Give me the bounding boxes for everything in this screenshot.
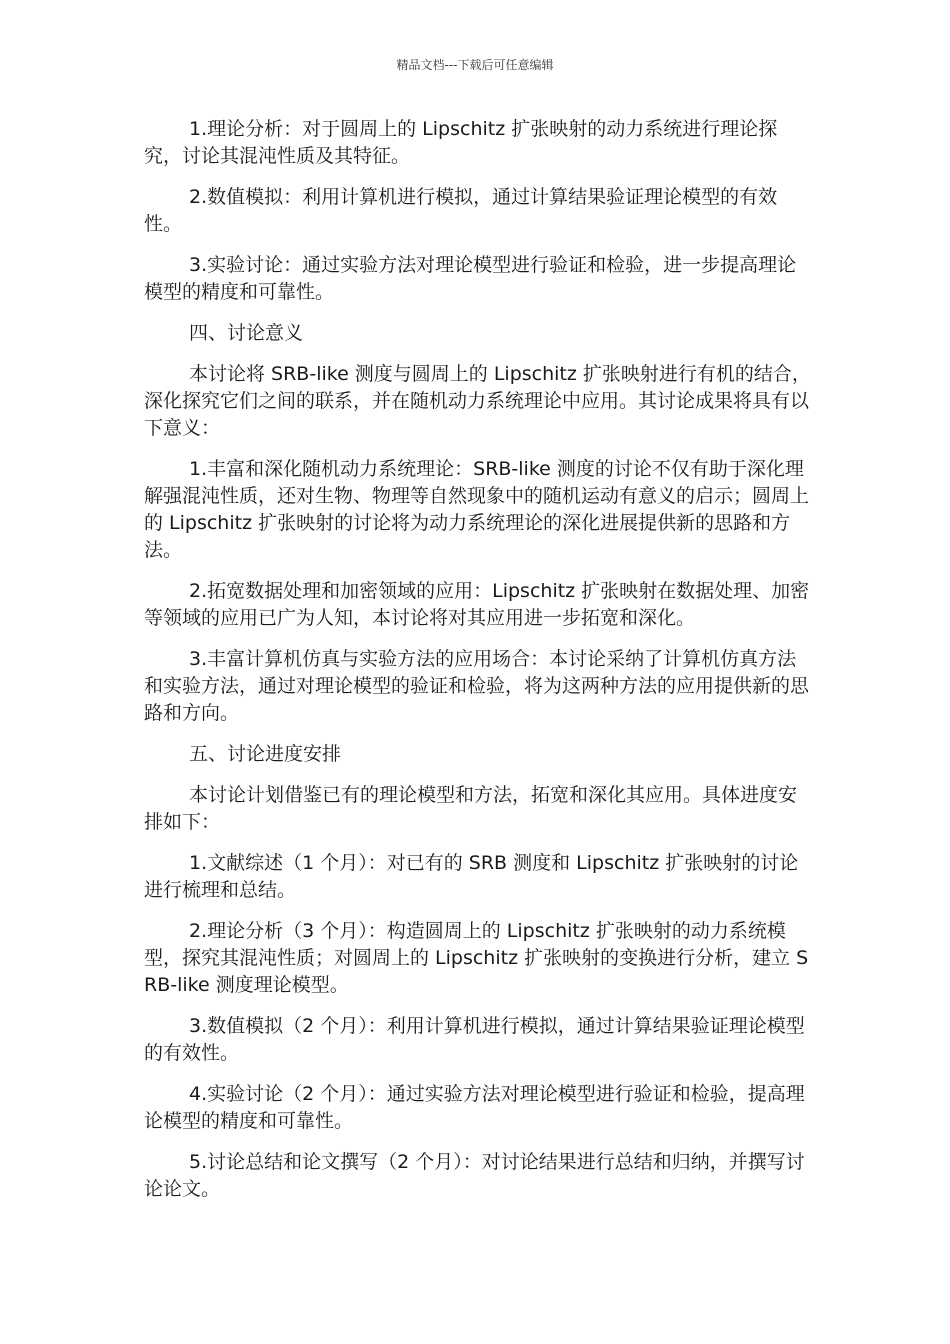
section-heading-significance: 四、讨论意义 (189, 322, 304, 344)
paragraph-schedule-5: 5.讨论总结和论文撰写（2 个月）：对讨论结果进行总结和归纳，并撰写讨论论文。 (144, 1151, 805, 1200)
paragraph-schedule-2: 2.理论分析（3 个月）：构造圆周上的 Lipschitz 扩张映射的动力系统模型，探究其混沌性质；对圆周上的 Lipschitz 扩张映射的变换进行分析，建立 SRB-like 测度理论模型。 (144, 920, 809, 996)
paragraph-schedule-1: 1.文献综述（1 个月）：对已有的 SRB 测度和 Lipschitz 扩张映射的讨论进行梳理和总结。 (144, 852, 799, 901)
paragraph-schedule-3: 3.数值模拟（2 个月）：利用计算机进行模拟，通过计算结果验证理论模型的有效性。 (144, 1015, 805, 1064)
paragraph-significance-2: 2.拓宽数据处理和加密领域的应用：Lipschitz 扩张映射在数据处理、加密等领域的应用已广为人知，本讨论将对其应用进一步拓宽和深化。 (144, 580, 810, 629)
paragraph-theory-analysis: 1.理论分析：对于圆周上的 Lipschitz 扩张映射的动力系统进行理论探究，讨论其混沌性质及其特征。 (144, 118, 778, 167)
paragraph-experimental-discussion: 3.实验讨论：通过实验方法对理论模型进行验证和检验，进一步提高理论模型的精度和可靠性。 (144, 254, 797, 303)
paragraph-schedule-4: 4.实验讨论（2 个月）：通过实验方法对理论模型进行验证和检验，提高理论模型的精度和可靠性。 (144, 1083, 805, 1132)
paragraph-significance-intro: 本讨论将 SRB-like 测度与圆周上的 Lipschitz 扩张映射进行有机的结合，深化探究它们之间的联系，并在随机动力系统理论中应用。其讨论成果将具有以下意义： (144, 363, 811, 439)
paragraph-numerical-simulation: 2.数值模拟：利用计算机进行模拟，通过计算结果验证理论模型的有效性。 (144, 186, 778, 235)
page-header: 精品文档---下载后可任意编辑 (396, 58, 554, 72)
paragraph-significance-1: 1.丰富和深化随机动力系统理论：SRB-like 测度的讨论不仅有助于深化理解强混沌性质，还对生物、物理等自然现象中的随机运动有意义的启示；圆周上的 Lipschitz 扩张映射的讨论将为动力系统理论的深化进展提供新的思路和方法。 (144, 458, 810, 561)
paragraph-significance-3: 3.丰富计算机仿真与实验方法的应用场合：本讨论采纳了计算机仿真方法和实验方法，通过对理论模型的验证和检验，将为这两种方法的应用提供新的思路和方向。 (144, 648, 810, 724)
paragraph-schedule-intro: 本讨论计划借鉴已有的理论模型和方法，拓宽和深化其应用。具体进度安排如下： (144, 784, 798, 833)
section-heading-schedule: 五、讨论进度安排 (189, 743, 342, 765)
document-body (144, 116, 812, 1217)
